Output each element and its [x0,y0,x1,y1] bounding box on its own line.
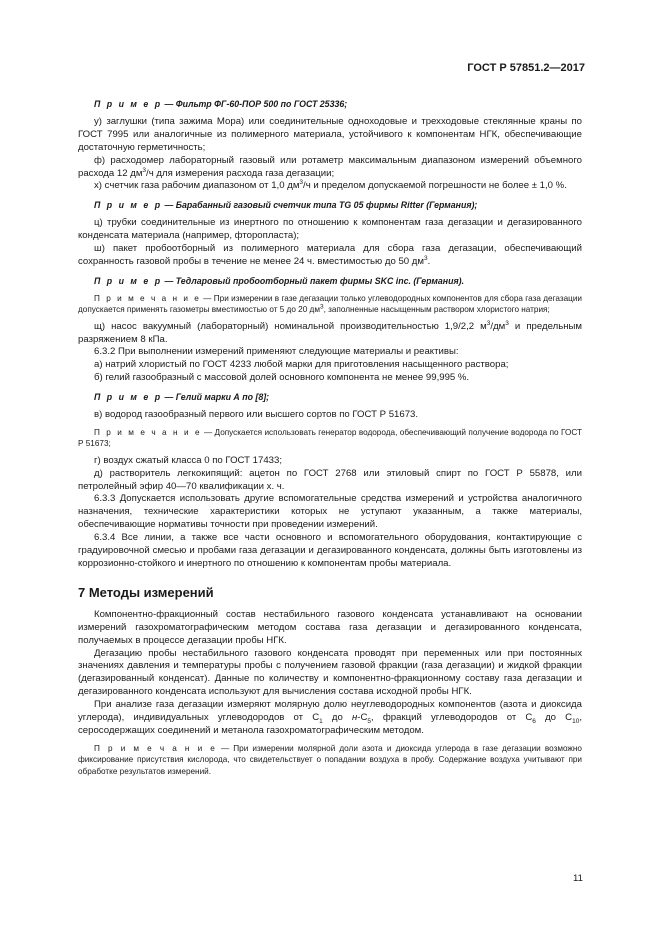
section-7-para-1: Компонентно-фракционный состав нестабильного газового конденсата устанавливают на основании измерений газохроматографическим методом состава газа дегазации и дегазированного конденсата, получаемых в процессе дегазации пробы НГК. [78,608,582,646]
item-kh: х) счетчик газа рабочим диапазоном от 1,0 $дм^3/ч$ и пределом допускаемой погрешности не более ± 1,0 %. [94,179,567,192]
item-shch: щ) насос вакуумный (лабораторный) номинальной производительностью 1,9/2,2 $м^3/дм^3$ и предельным разряжением 8 кПа. [78,319,582,345]
clause-6-3-4: 6.3.4 Все линии, а также все части основного и вспомогательного оборудования, контактирующие с градуировочной смесью и пробами газа дегазации и дегазированного конденсата, должны быть изготовлены из коррозионно-стойкого и инертного по отношению к компонентам пробы материала. [78,532,582,569]
item-v: в) водород газообразный первого или высшего сортов по ГОСТ Р 51673. [94,409,419,421]
page-number: 11 [573,873,583,884]
item-g: г) воздух сжатый класса 0 по ГОСТ 17433; [94,454,283,466]
section-7-para-3: При анализе газа дегазации измеряют молярную долю неуглеводородных компонентов (азота и диоксида углерода), индивидуальных углеводородов от $С_1$ до $н-С_5$, фракций углеводородов от $С_6$ до $С_{10}$, серосодержащих соединений и метанола газохроматографическим методом. [78,699,582,736]
section-7-para-2: Дегазацию пробы нестабильного газового конденсата проводят при переменных или при постоянных значениях давления и температуры пробы с получением газовой фракции (газа дегазации) и жидкой фракции (дегазированный конденсат). Данные по количеству и компонентно-фракционному составу газа дегазации и дегазированного конденсата используют для вычисления состава исходной пробы НГК. [78,647,582,698]
example-counter: П р и м е р — Барабанный газовый счетчик типа TG 05 фирмы Ritter (Германия); [94,200,478,211]
item-a: а) натрий хлористый по ГОСТ 4233 любой марки для приготовления насыщенного раствора; [94,359,509,371]
standard-header: ГОСТ Р 57851.2—2017 [467,62,585,74]
page-content [78,92,582,782]
item-f: ф) расходомер лабораторный газовый или ротаметр максимальным диапазоном измерений объемного расхода 12 $дм^3/ч$ для измерения расхода газа дегазации; [78,154,582,179]
item-ts: ц) трубки соединительные из инертного по отношению к компонентам газа дегазации и дегазированного конденсата материала (например, фторопласта); [78,217,582,242]
item-b: б) гелий газообразный с массовой долей основного компонента не менее 99,995 %. [94,372,470,384]
example-helium: П р и м е р — Гелий марки А по [8]; [94,392,270,403]
note-hydrogen: П р и м е ч а н и е — Допускается использовать генератор водорода, обеспечивающий получение водорода по ГОСТ Р 51673; [78,427,582,449]
section-title: 7 Методы измерений [78,584,214,600]
clause-6-3-2: 6.3.2 При выполнении измерений применяют следующие материалы и реактивы: [94,346,459,358]
item-d: д) растворитель легкокипящий: ацетон по ГОСТ 2768 или этиловый спирт по ГОСТ Р 55878, или петролейный эфир 40—70 квалификации х. ч. [78,467,582,492]
clause-6-3-3: 6.3.3 Допускается использовать другие вспомогательные средства измерений и устройства аналогичного назначения, технические характеристики которых не уступают указанным, а также материалы, обеспечивающие нормативы точности при проведении измерений. [78,493,582,531]
item-u: у) заглушки (типа зажима Мора) или соединительные одноходовые и трехходовые стеклянные краны по ГОСТ 7995 или аналогичные из полимерного материала, устойчивого к компонентам НГК, обеспечивающие достаточную герметичность; [78,115,582,153]
example-bag: П р и м е р — Тедларовый пробоотборный пакет фирмы SKC inc. (Германия). [94,275,465,286]
note-gasometer: П р и м е ч а н и е — При измерении в газе дегазации только углеводородных компонентов для сбора газа дегазации допускается применять газометры вместимостью от 5 до 20 $дм^3$, заполненные насыщенным раствором хлористого натрия; [78,293,582,315]
item-sh: ш) пакет пробоотборный из полимерного материала для сбора газа дегазации, обеспечивающий сохранность газовой пробы в течение не менее 24 ч. вместимостью до 50 $дм^3$. [78,243,582,267]
example-filter: П р и м е р — Фильтр ФГ-60-ПОР 500 по ГОСТ 25336; [94,99,348,109]
note-oxygen: П р и м е ч а н и е — При измерении молярной доли азота и диоксида углерода в газе дегазации возможно фиксирование присутствия кислорода, что свидетельствует о попадании воздуха в пробу. Содержание воздуха учитывают при обработке результатов измерений. [78,743,582,776]
